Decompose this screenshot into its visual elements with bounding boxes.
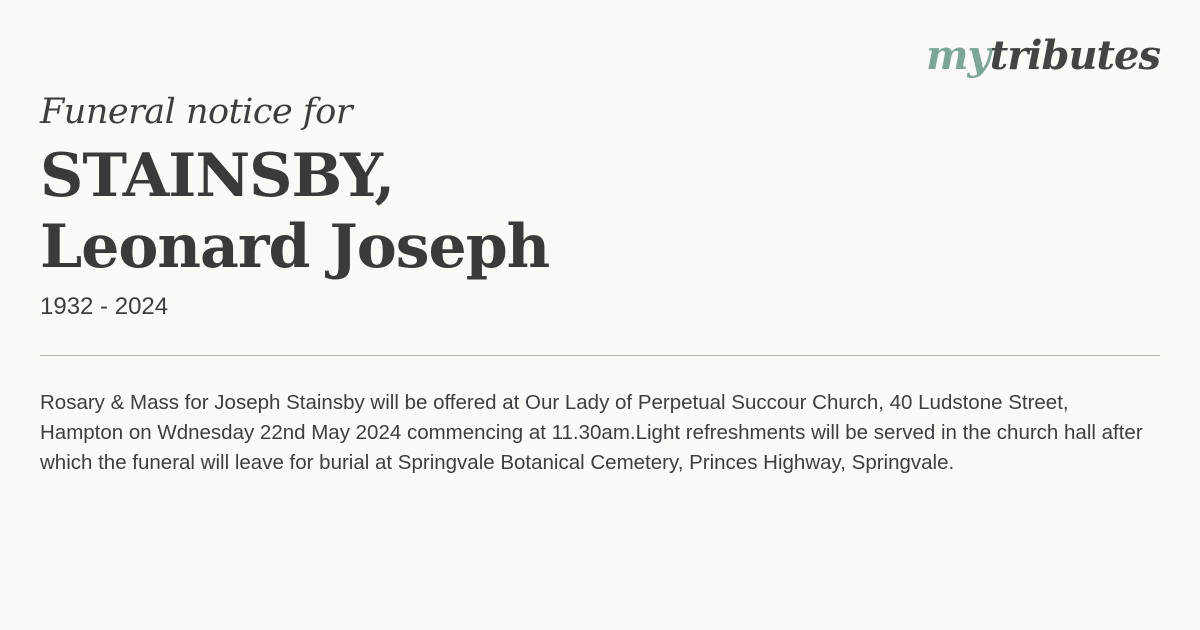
deceased-surname: STAINSBY,	[40, 141, 395, 211]
notice-intro: Funeral notice for	[40, 92, 353, 132]
mytributes-logo	[926, 32, 1160, 79]
deceased-given-names: Leonard Joseph	[40, 212, 550, 282]
deceased-name	[40, 141, 549, 283]
divider	[40, 355, 1160, 356]
life-years: 1932 - 2024	[40, 293, 169, 320]
logo-tributes-text: tributes	[989, 32, 1160, 79]
notice-body: Rosary & Mass for Joseph Stainsby will be offered at Our Lady of Perpetual Succour Church, 40 Ludstone Street, Hampton on Wdnesday 22nd May 2024 commencing at 11.30am.Light refreshments will be served in the church hall after which the funeral will leave for burial at Springvale Botanical Cemetery, Princes Highway, Springvale.	[40, 391, 1143, 474]
logo-my-text: my	[926, 32, 990, 79]
